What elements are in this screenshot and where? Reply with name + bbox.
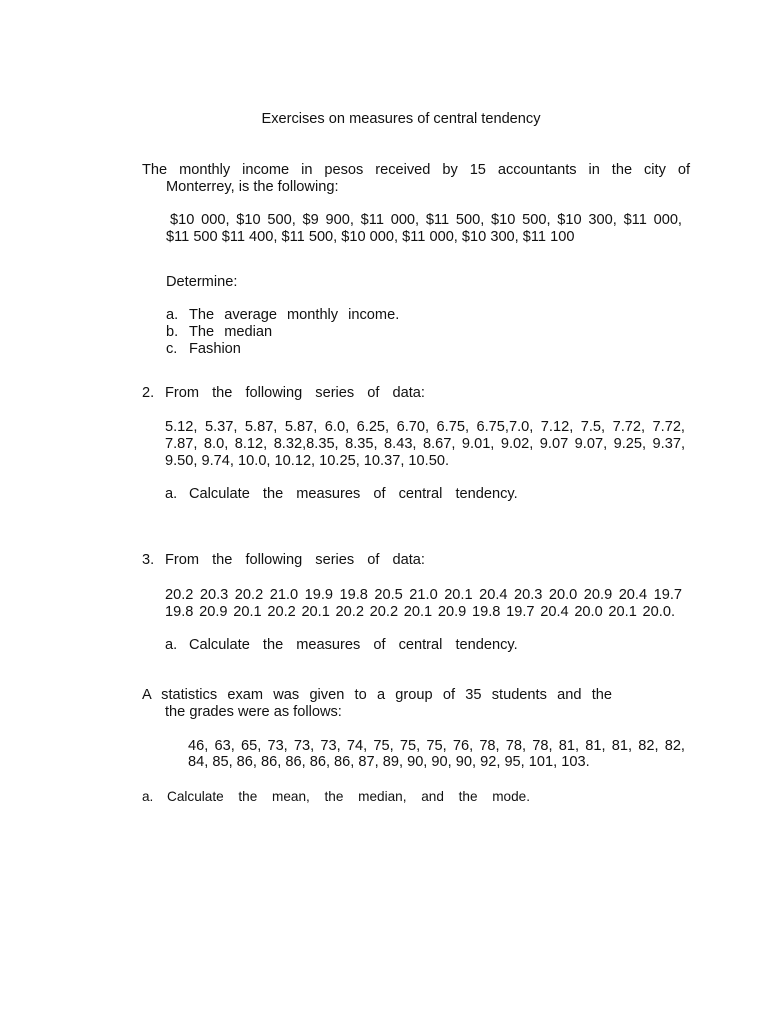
ex2-data-line2: 7.87, 8.0, 8.12, 8.32,8.35, 8.35, 8.43, 8.67, 9.01, 9.02, 9.07 9.07, 9.25, 9.37, <box>165 436 685 452</box>
ex1-item-c-text: Fashion <box>189 341 241 357</box>
ex1-data-line1: $10 000, $10 500, $9 900, $11 000, $11 500, $10 500, $10 300, $11 000, <box>170 212 682 228</box>
ex2-task: Calculate the measures of central tendency. <box>189 486 518 502</box>
ex1-intro-line1: The monthly income in pesos received by 15 accountants in the city of <box>142 162 690 178</box>
page-title: Exercises on measures of central tendency <box>261 111 541 127</box>
ex4-task: Calculate the mean, the median, and the mode. <box>167 789 530 804</box>
ex2-data-line3: 9.50, 9.74, 10.0, 10.12, 10.25, 10.37, 10.50. <box>165 453 450 469</box>
ex3-data-line1: 20.2 20.3 20.2 21.0 19.9 19.8 20.5 21.0 20.1 20.4 20.3 20.0 20.9 20.4 19.7 <box>165 587 682 603</box>
ex4-task-marker: a. <box>142 789 154 804</box>
ex2-intro: From the following series of data: <box>165 385 425 401</box>
ex2-task-marker: a. <box>165 486 178 502</box>
ex1-item-a-text: The average monthly income. <box>189 307 400 323</box>
ex1-data-line2: $11 500 $11 400, $11 500, $10 000, $11 000, $10 300, $11 100 <box>166 229 575 245</box>
ex1-item-a-marker: a. <box>166 307 179 323</box>
ex1-item-b-text: The median <box>189 324 273 340</box>
ex4-data-line2: 84, 85, 86, 86, 86, 86, 86, 87, 89, 90, 90, 90, 92, 95, 101, 103. <box>188 754 590 770</box>
ex1-item-b-marker: b. <box>166 324 179 340</box>
ex2-data-line1: 5.12, 5.37, 5.87, 5.87, 6.0, 6.25, 6.70, 6.75, 6.75,7.0, 7.12, 7.5, 7.72, 7.72, <box>165 419 685 435</box>
ex4-data-line1: 46, 63, 65, 73, 73, 73, 74, 75, 75, 75, 76, 78, 78, 78, 81, 81, 81, 82, 82, <box>188 738 685 754</box>
ex3-task-marker: a. <box>165 637 178 653</box>
ex3-data-line2: 19.8 20.9 20.1 20.2 20.1 20.2 20.2 20.1 20.9 19.8 19.7 20.4 20.0 20.1 20.0. <box>165 604 675 620</box>
ex1-determine: Determine: <box>166 274 238 290</box>
ex3-intro: From the following series of data: <box>165 552 425 568</box>
ex4-intro-line1: A statistics exam was given to a group of 35 students and the <box>142 687 612 703</box>
ex3-number: 3. <box>142 552 155 568</box>
ex4-intro-line2: the grades were as follows: <box>165 704 342 720</box>
ex2-number: 2. <box>142 385 155 401</box>
ex1-item-c-marker: c. <box>166 341 178 357</box>
ex1-intro-line2: Monterrey, is the following: <box>166 179 339 195</box>
ex3-task: Calculate the measures of central tendency. <box>189 637 518 653</box>
